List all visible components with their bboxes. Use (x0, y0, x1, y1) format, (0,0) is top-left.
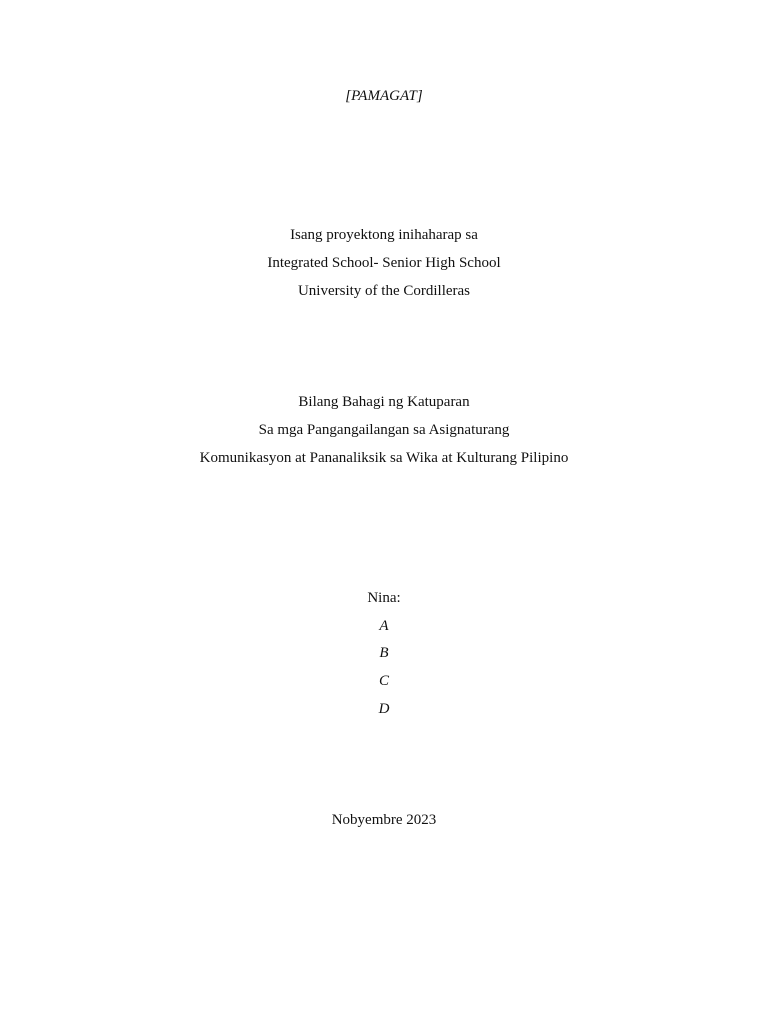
subject-name-line: Komunikasyon at Pananaliksik sa Wika at Kulturang Pilipino (199, 450, 569, 466)
author-name: C (378, 673, 389, 689)
fulfillment-line-2: Sa mga Pangangailangan sa Asignaturang (258, 422, 510, 438)
document-title: [PAMAGAT] (345, 88, 423, 104)
fulfillment-line-1: Bilang Bahagi ng Katuparan (298, 394, 470, 410)
author-name: A (379, 618, 389, 634)
school-name-line: Integrated School- Senior High School (267, 255, 501, 271)
submission-date: Nobyembre 2023 (331, 812, 437, 828)
presentation-line-1: Isang proyektong inihaharap sa (290, 227, 478, 243)
author-name: B (379, 645, 389, 661)
university-name-line: University of the Cordilleras (297, 283, 471, 299)
authors-label: Nina: (367, 590, 401, 606)
author-name: D (378, 701, 390, 717)
